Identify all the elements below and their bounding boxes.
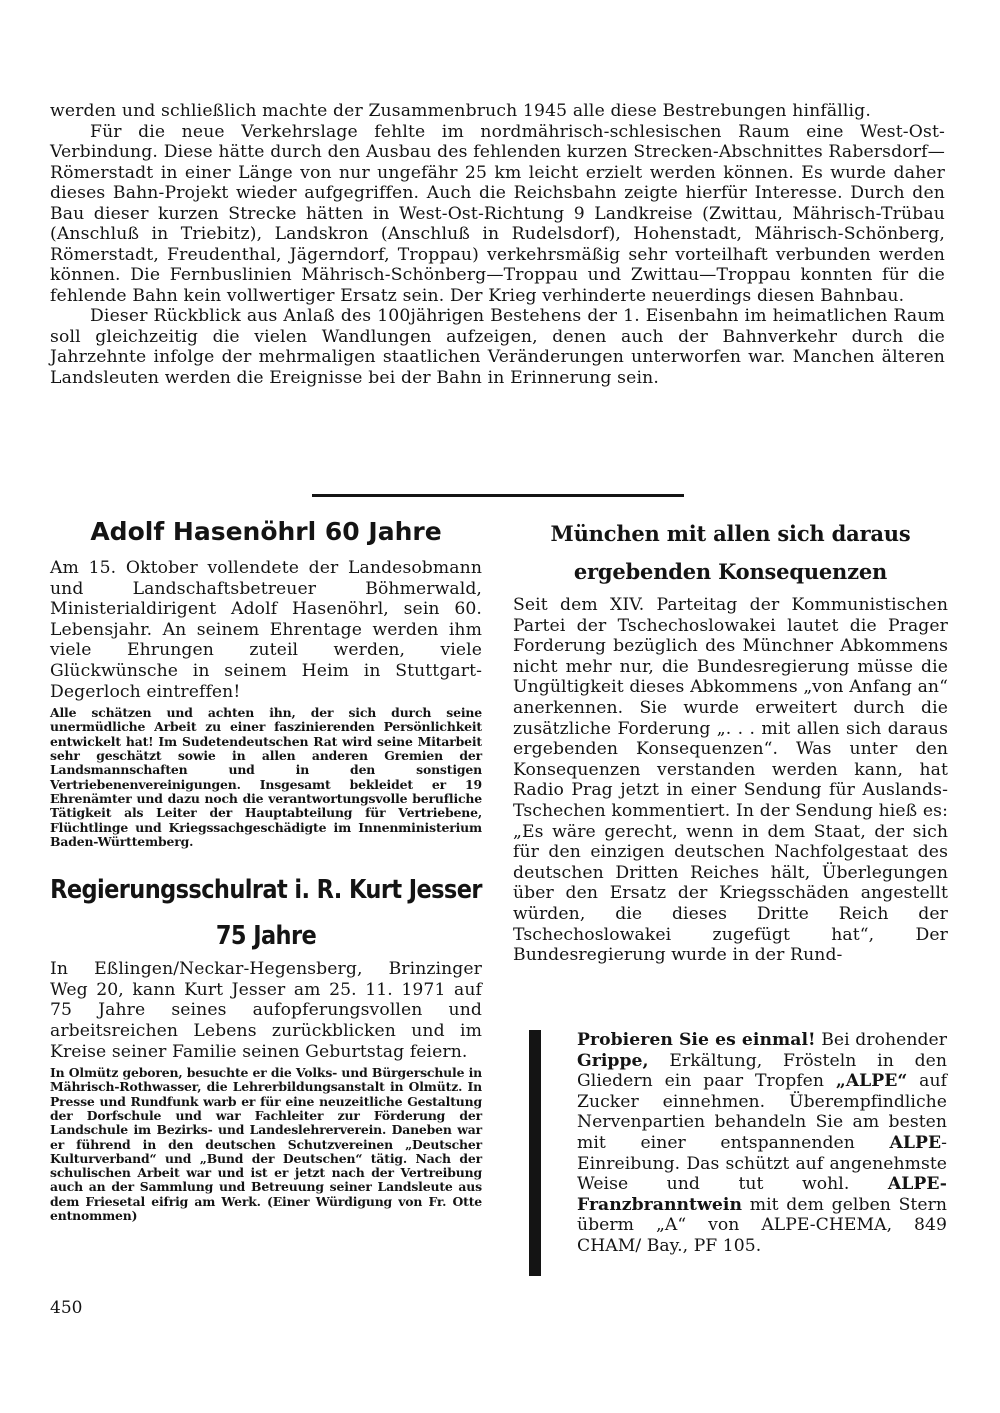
intro-paragraph-3: Dieser Rückblick aus Anlaß des 100jährigen Bestehens der 1. Eisenbahn im heimatlichen Raum soll gleichzeitig die vielen Wandlungen aufzeigen, denen auch der Bahnverkehr durch die Jahrzehnte infolge der mehrmaligen staatlichen Veränderungen unterworfen war. Manchen älteren Landsleuten werden die Ereignisse bei der Bahn in Erinnerung sein. — [50, 306, 945, 388]
ad-black-bar — [529, 1030, 541, 1276]
ad-bold-part: ALPE — [889, 1132, 942, 1153]
article-jesser-title — [50, 867, 482, 959]
article-hasenoehrl-title: Adolf Hasenöhrl 60 Jahre — [90, 517, 442, 546]
article-jesser-title-line2: 75 Jahre — [215, 921, 317, 952]
ad-bold-part: ALPE-Franzbranntwein — [577, 1174, 947, 1215]
article-muenchen-body: Seit dem XIV. Parteitag der Kommunistischen Partei der Tschechoslowakei lautet die Prager Forderung bezüglich des Münchner Abkommens nicht mehr nur, die Bundesregierung müsse die Ungültigkeit dieses Abkommens „von Anfang an“ anerkennen. Sie wurde erweitert durch die zusätzliche Forderung „. . . mit allen sich daraus ergebenden Konsequenzen“. Was unter den Konsequenzen verstanden werden kann, hat Radio Prag jetzt in einer Sendung für Auslands-Tschechen kommentiert. In der Sendung hieß es: „Es wäre gerecht, wenn in dem Staat, der sich für den einzigen deutschen Nachfolgestaat des deutschen Dritten Reiches hält, Überlegungen über den Ersatz der Kriegsschäden angestellt würden, die dieses Dritte Reich der Tschechoslowakei zugefügt hat“, Der Bundesregierung wurde in der Rund- — [513, 595, 948, 966]
intro-paragraph-2: Für die neue Verkehrslage fehlte im nordmährisch-schlesischen Raum eine West-Ost-Verbindung. Diese hätte durch den Ausbau des fehlenden kurzen Strecken-Abschnittes Rabersdorf—Römerstadt in einer Länge von nur ungefähr 25 km leicht erzielt werden können. Es wurde daher dieses Bahn-Projekt wieder aufgegriffen. Auch die Reichsbahn zeigte hierfür Interesse. Durch den Bau dieser kurzen Strecke hätten in West-Ost-Richtung 9 Landkreise (Zwittau, Mährisch-Trübau (Anschluß in Triebitz), Landskron (Anschluß in Rudelsdorf), Hohenstadt, Mährisch-Schönberg, Römerstadt, Freudenthal, Jägerndorf, Troppau) verkehrsmäßig sehr vorteilhaft verbunden werden können. Die Fernbuslinien Mährisch-Schönberg—Troppau und Zwittau—Troppau konnten für die fehlende Bahn kein vollwertiger Ersatz sein. Der Krieg verhinderte neuerdings diesen Bahnbau. — [50, 121, 945, 306]
page-number: 450 — [50, 1298, 83, 1318]
ad-text-part: auf Zucker einnehmen. Überempfindliche Nervenpartien behandeln Sie am besten mit einer entspannenden — [577, 1071, 948, 1153]
ad-lead: Probieren Sie es einmal! — [577, 1030, 816, 1050]
ad-text-part: Bei drohender — [815, 1030, 947, 1050]
article-hasenoehrl-body: Am 15. Oktober vollendete der Landesobmann und Landschaftsbetreuer Böhmerwald, Ministerialdirigent Adolf Hasenöhrl, sein 60. Lebensjahr. An seinem Ehrentage werden ihm viele Ehrungen zuteil werden, viele Glückwünsche in seinem Heim in Stuttgart-Degerloch eintreffen! — [50, 558, 482, 702]
ad-text — [577, 1030, 947, 1257]
alpe-advertisement — [529, 1030, 947, 1277]
section-divider — [312, 494, 684, 497]
ad-bold-part: Grippe, — [577, 1050, 649, 1071]
article-muenchen-title — [513, 515, 948, 591]
article-jesser-details: In Olmütz geboren, besuchte er die Volks- und Bürgerschule in Mährisch-Rothwasser, die Lehrerbildungsanstalt in Olmütz. In Presse und Rundfunk warb er für eine neuzeitliche Gestaltung der Dorfschule und war Fachleiter zur Förderung der Landschule im Bezirks- und Landeslehrerverein. Daneben war er führend in den deutschen Schutzvereinen „Deutscher Kulturverband“ und „Bund der Deutschen“ tätig. Nach der schulischen Arbeit war und ist er jetzt nach der Vertreibung auch an der Sammlung und Betreuung seiner Landsleute aus dem Friesetal eifrig am Werk. (Einer Würdigung von Fr. Otte entnommen) — [50, 1065, 482, 1224]
article-muenchen-title-line2: ergebenden Konsequenzen — [573, 559, 888, 584]
left-column — [50, 506, 482, 1223]
article-jesser-title-line1: Regierungsschulrat i. R. Kurt Jesser — [50, 875, 482, 906]
right-column — [513, 515, 948, 966]
article-jesser-body: In Eßlingen/Neckar-Hegensberg, Brinzinger Weg 20, kann Kurt Jesser am 25. 11. 1971 auf 75 Jahre seines aufopferungsvollen und arbeitsreichen Lebens zurückblicken und im Kreise seiner Familie seinen Geburtstag feiern. — [50, 959, 482, 1062]
intro-section — [50, 101, 945, 388]
article-hasenoehrl-details: Alle schätzen und achten ihn, der sich durch seine unermüdliche Arbeit zu einer faszinierenden Persönlichkeit entwickelt hat! Im Sudetendeutschen Rat wird seine Mitarbeit sehr geschätzt sowie in allen anderen Gremien der Landsmannschaften und in den sonstigen Vertriebenenvereinigungen. Insgesamt bekleidet er 19 Ehrenämter und dazu noch die verantwortungsvolle berufliche Tätigkeit als Leiter der Hauptabteilung für Vertriebene, Flüchtlinge und Kriegssachgeschädigte im Innenministerium Baden-Württemberg. — [50, 705, 482, 849]
intro-paragraph-1: werden und schließlich machte der Zusammenbruch 1945 alle diese Bestrebungen hinfällig. — [50, 101, 871, 121]
ad-text-part: -Einreibung. Das schützt auf angenehmste Weise und tut wohl. — [577, 1132, 947, 1195]
ad-text-part: Erkältung, Frösteln in den Gliedern ein paar Tropfen — [577, 1050, 947, 1092]
ad-text-part: mit dem gelben Stern überm „A“ von ALPE-CHEMA, 849 CHAM/ Bay., PF 105. — [577, 1194, 947, 1256]
article-muenchen-title-line1: München mit allen sich daraus — [550, 521, 911, 546]
ad-bold-part: „ALPE“ — [835, 1071, 908, 1092]
